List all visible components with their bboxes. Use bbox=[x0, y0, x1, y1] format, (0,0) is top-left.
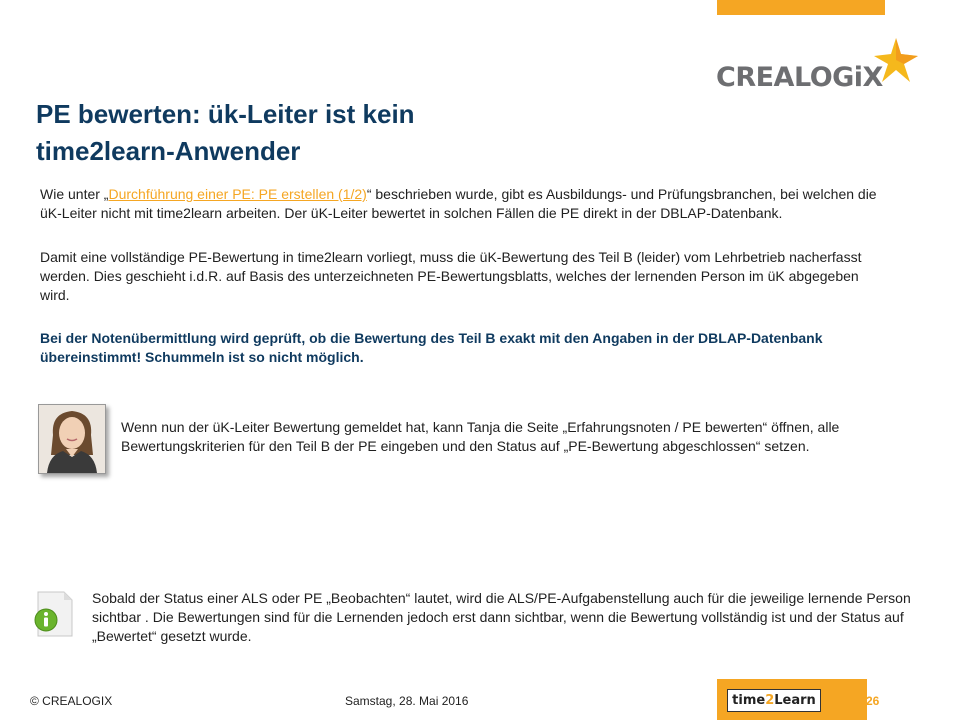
time2learn-wordmark bbox=[727, 689, 821, 712]
star-icon bbox=[872, 36, 920, 84]
footer-copyright: © CREALOGIX bbox=[30, 694, 113, 708]
paragraph-nacherfassung: Damit eine vollständige PE-Bewertung in time2learn vorliegt, muss die üK-Bewertung des Teil B (leider) vom Lehrbetrieb nacherfasst werden. Dies geschieht i.d.R. auf Basis des unterzeichneten PE-Bewertungsblatts, welches der lernenden Person im üK abgegeben wird. bbox=[40, 249, 862, 303]
title-line-1: PE bewerten: ük-Leiter ist kein bbox=[36, 99, 415, 129]
top-accent-bar bbox=[717, 0, 885, 15]
paragraph-notenuebermittlung: Bei der Notenübermittlung wird geprüft, ob die Bewertung des Teil B exakt mit den Angaben in der DBLAP-Datenbank übereinstimmt! Schummeln ist so nicht möglich. bbox=[40, 330, 823, 365]
slide-title bbox=[36, 96, 676, 170]
page-number: 26 bbox=[866, 694, 880, 708]
brand-time: time bbox=[732, 693, 766, 708]
pe-erstellen-link[interactable]: Durchführung einer PE: PE erstellen (1/2) bbox=[108, 186, 367, 202]
intro-text-before: Wie unter „ bbox=[40, 186, 109, 202]
title-line-2: time2learn-Anwender bbox=[36, 136, 301, 166]
person-icon bbox=[39, 405, 105, 473]
info-icon bbox=[32, 590, 76, 638]
paragraph-tanja: Wenn nun der üK-Leiter Bewertung gemeldet hat, kann Tanja die Seite „Erfahrungsnoten / PE bewerten“ öffnen, alle Bewertungskriterien für den Teil B der PE eingeben und den Status auf „PE-Bewertung abgeschlossen“ setzen. bbox=[121, 419, 840, 454]
paragraph-sichtbarkeit: Sobald der Status einer ALS oder PE „Beobachten“ lautet, wird die ALS/PE-Aufgabenstellung auch für die jeweilige lernende Person sichtbar . Die Bewertungen sind für die Lernenden jedoch erst dann sichtbar, wenn die Bewertung vollständig ist und der Status auf „Bewertet“ gesetzt wurde. bbox=[92, 590, 911, 644]
avatar-tanja bbox=[38, 404, 106, 474]
footer-date: Samstag, 28. Mai 2016 bbox=[345, 694, 469, 708]
crealogix-logo bbox=[712, 36, 922, 96]
time2learn-logo bbox=[717, 679, 867, 720]
brand-two: 2 bbox=[765, 693, 775, 708]
brand-learn: Learn bbox=[774, 693, 816, 708]
paragraph-intro bbox=[40, 185, 890, 223]
logo-wordmark: CREALOGiX bbox=[716, 62, 883, 93]
intro-text-after: “ beschrieben wurde, gibt es Ausbildungs- und Prüfungsbranchen, bei welchen die üK-Leiter nicht mit time2learn arbeiten. Der üK-Leiter bewertet in solchen Fällen die PE direkt in der DBLAP-Datenbank. bbox=[40, 186, 877, 221]
